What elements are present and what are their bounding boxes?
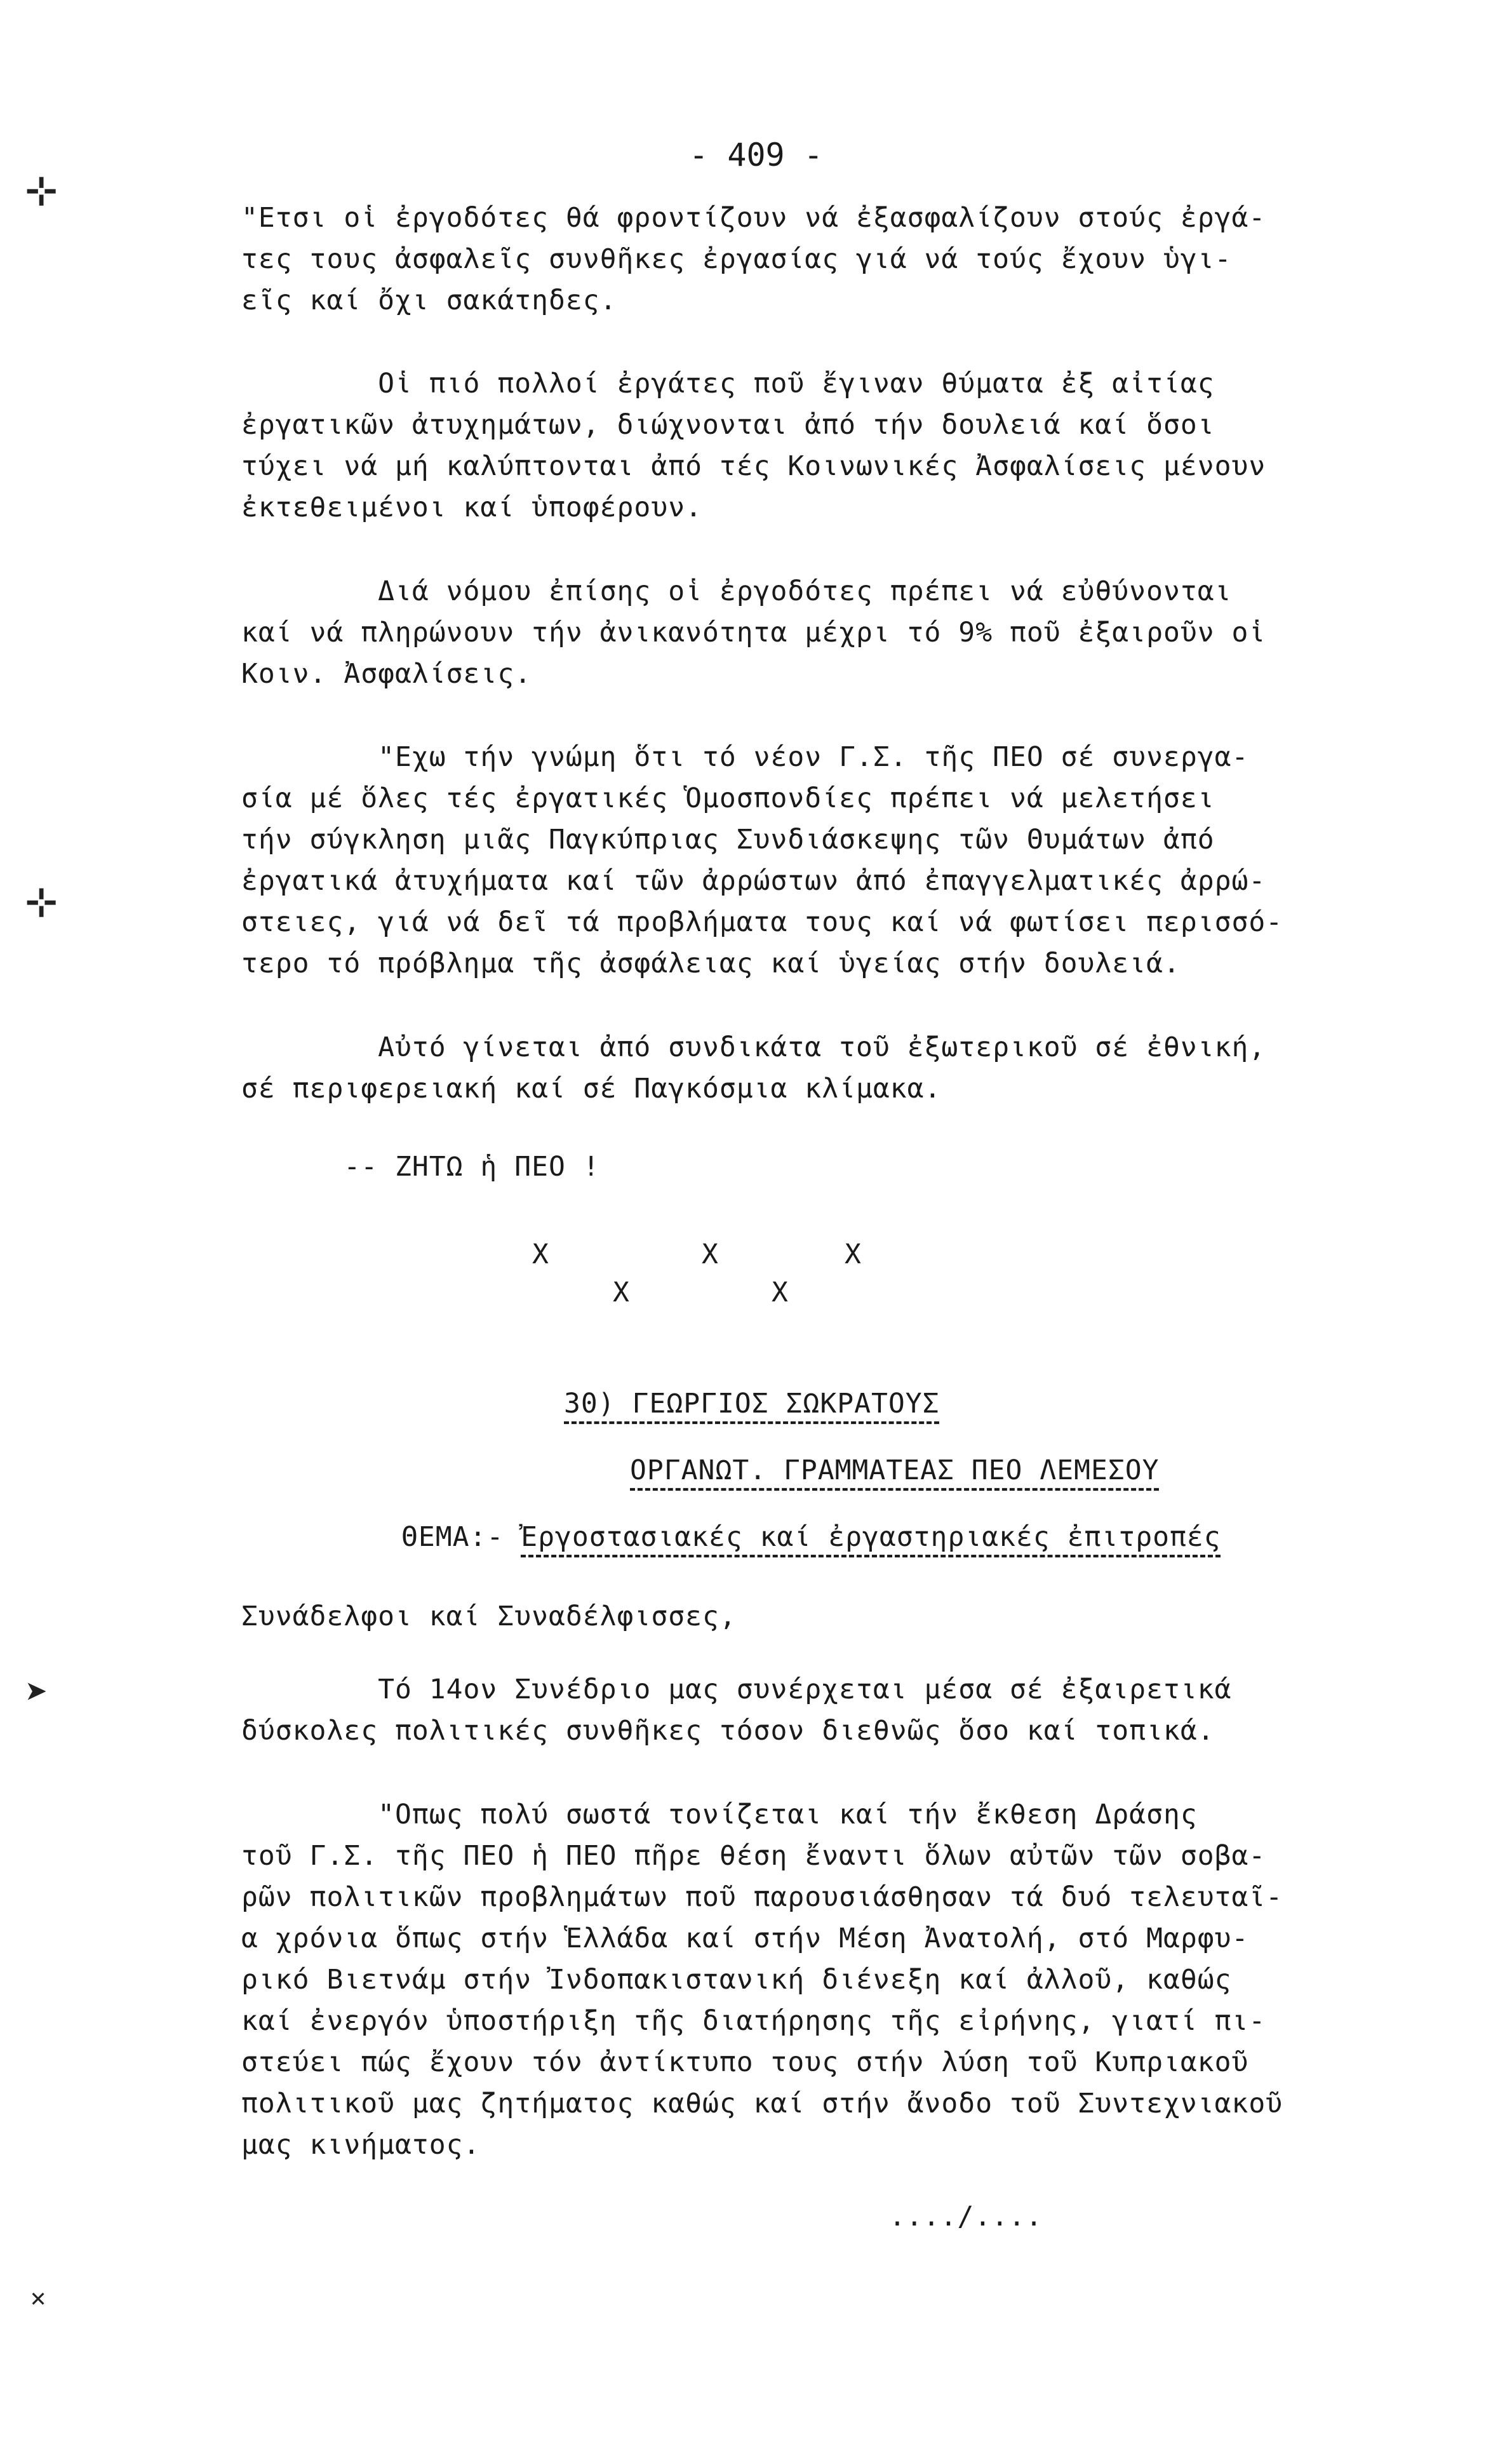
separator-x-mark: X (845, 1239, 861, 1270)
speech-line: δύσκολες πολιτικές συνθῆκες τόσον διεθνῶς ὅσο καί τοπικά. (241, 1715, 1215, 1747)
body-line: Αὐτό γίνεται ἀπό συνδικάτα τοῦ ἐξωτερικοῦ σέ ἐθνική, (241, 1031, 1266, 1063)
body-line: τύχει νά μή καλύπτονται ἀπό τές Κοινωνικές Ἀσφαλίσεις μένουν (241, 450, 1266, 482)
speech-line: καί ἐνεργόν ὑποστήριξη τῆς διατήρησης τῆς εἰρήνης, γιατί πι- (241, 2005, 1266, 2037)
arrow-mark-icon: ➤ (25, 1670, 49, 1715)
speech-line: ρικό Βιετνάμ στήν Ἰνδοπακιστανική διένεξη καί ἀλλοῦ, καθώς (241, 1964, 1232, 1996)
body-line: Κοιν. Ἀσφαλίσεις. (241, 658, 532, 690)
theme-label: ΘΕΜΑ:- (401, 1521, 504, 1553)
speaker-role (630, 1454, 1160, 1486)
theme-text: Ἐργοστασιακές καί ἐργαστηριακές ἐπιτροπές (521, 1521, 1221, 1553)
body-line: τήν σύγκληση μιᾶς Παγκύπριας Συνδιάσκεψης τῶν Θυμάτων ἀπό (241, 824, 1215, 856)
hole-punch-mark-icon: ⊹ (25, 168, 58, 213)
body-line: "Ετσι οἱ ἐργοδότες θά φροντίζουν νά ἐξασφαλίζουν στούς ἐργά- (241, 202, 1266, 234)
speech-line: πολιτικοῦ μας ζητήματος καθώς καί στήν ἄνοδο τοῦ Συντεχνιακοῦ (241, 2088, 1283, 2119)
body-line: εῖς καί ὄχι σακάτηδες. (241, 285, 617, 316)
speech-line: μας κινήματος. (241, 2129, 481, 2161)
body-line: σέ περιφερειακή καί σέ Παγκόσμια κλίμακα. (241, 1073, 942, 1104)
speech-line: Συνάδελφοι καί Συναδέλφισσες, (241, 1601, 737, 1632)
continuation-mark: ..../.... (889, 2201, 1043, 2232)
speech-theme (401, 1521, 1221, 1553)
body-line: καί νά πληρώνουν τήν ἀνικανότητα μέχρι τό 9% ποῦ ἐξαιροῦν οἱ (241, 617, 1266, 648)
speech-line: ρῶν πολιτικῶν προβλημάτων ποῦ παρουσιάσθησαν τά δυό τελευταῖ- (241, 1881, 1283, 1913)
body-line: ἐκτεθειμένοι καί ὑποφέρουν. (241, 492, 702, 523)
body-line: Οἱ πιό πολλοί ἐργάτες ποῦ ἔγιναν θύματα ἐξ αἰτίας (241, 368, 1215, 399)
page-number: - 409 - (689, 137, 823, 173)
body-line: "Εχω τήν γνώμη ὅτι τό νέον Γ.Σ. τῆς ΠΕΟ σέ συνεργα- (241, 741, 1249, 773)
speech-line: στεύει πώς ἔχουν τόν ἀντίκτυπο τους στήν λύση τοῦ Κυπριακοῦ (241, 2046, 1249, 2078)
body-line: τες τους ἀσφαλεῖς συνθῆκες ἐργασίας γιά νά τούς ἔχουν ὑγι- (241, 243, 1232, 275)
body-line: Διά νόμου ἐπίσης οἱ ἐργοδότες πρέπει νά εὐθύνονται (241, 575, 1232, 607)
speaker-role-text: ΟΡΓΑΝΩΤ. ΓΡΑΜΜΑΤΕΑΣ ΠΕΟ ΛΕΜΕΣΟΥ (630, 1454, 1160, 1486)
body-line: ἐργατικῶν ἀτυχημάτων, διώχνονται ἀπό τήν δουλειά καί ὅσοι (241, 409, 1215, 441)
x-mark-icon: ✕ (30, 2283, 46, 2313)
separator-x-mark: X (532, 1239, 549, 1270)
body-line: στειες, γιά νά δεῖ τά προβλήματα τους καί νά φωτίσει περισσό- (241, 906, 1283, 938)
separator-x-mark: X (772, 1277, 788, 1308)
body-line: τερο τό πρόβλημα τῆς ἀσφάλειας καί ὑγείας στήν δουλειά. (241, 948, 1181, 979)
separator-x-mark: X (702, 1239, 718, 1270)
separator-x-mark: X (613, 1277, 629, 1308)
speaker-name (564, 1388, 940, 1420)
closing-slogan: -- ΖΗΤΩ ἡ ΠΕΟ ! (241, 1151, 600, 1183)
speech-line: τοῦ Γ.Σ. τῆς ΠΕΟ ἡ ΠΕΟ πῆρε θέση ἔναντι ὅλων αὐτῶν τῶν σοβα- (241, 1840, 1266, 1872)
body-line: σία μέ ὅλες τές ἐργατικές Ὁμοσπονδίες πρέπει νά μελετήσει (241, 782, 1215, 814)
body-line: ἐργατικά ἀτυχήματα καί τῶν ἀρρώστων ἀπό ἐπαγγελματικές ἀρρώ- (241, 865, 1266, 897)
hole-punch-mark-icon: ⊹ (25, 880, 58, 924)
speaker-name-text: 30) ΓΕΩΡΓΙΟΣ ΣΩΚΡΑΤΟΥΣ (564, 1388, 940, 1420)
speech-line: "Οπως πολύ σωστά τονίζεται καί τήν ἔκθεση Δράσης (241, 1799, 1198, 1830)
speech-line: Τό 14ον Συνέδριο μας συνέρχεται μέσα σέ ἐξαιρετικά (241, 1674, 1232, 1705)
speech-line: α χρόνια ὅπως στήν Ἑλλάδα καί στήν Μέση Ἀνατολή, στό Μαρφυ- (241, 1923, 1249, 1954)
